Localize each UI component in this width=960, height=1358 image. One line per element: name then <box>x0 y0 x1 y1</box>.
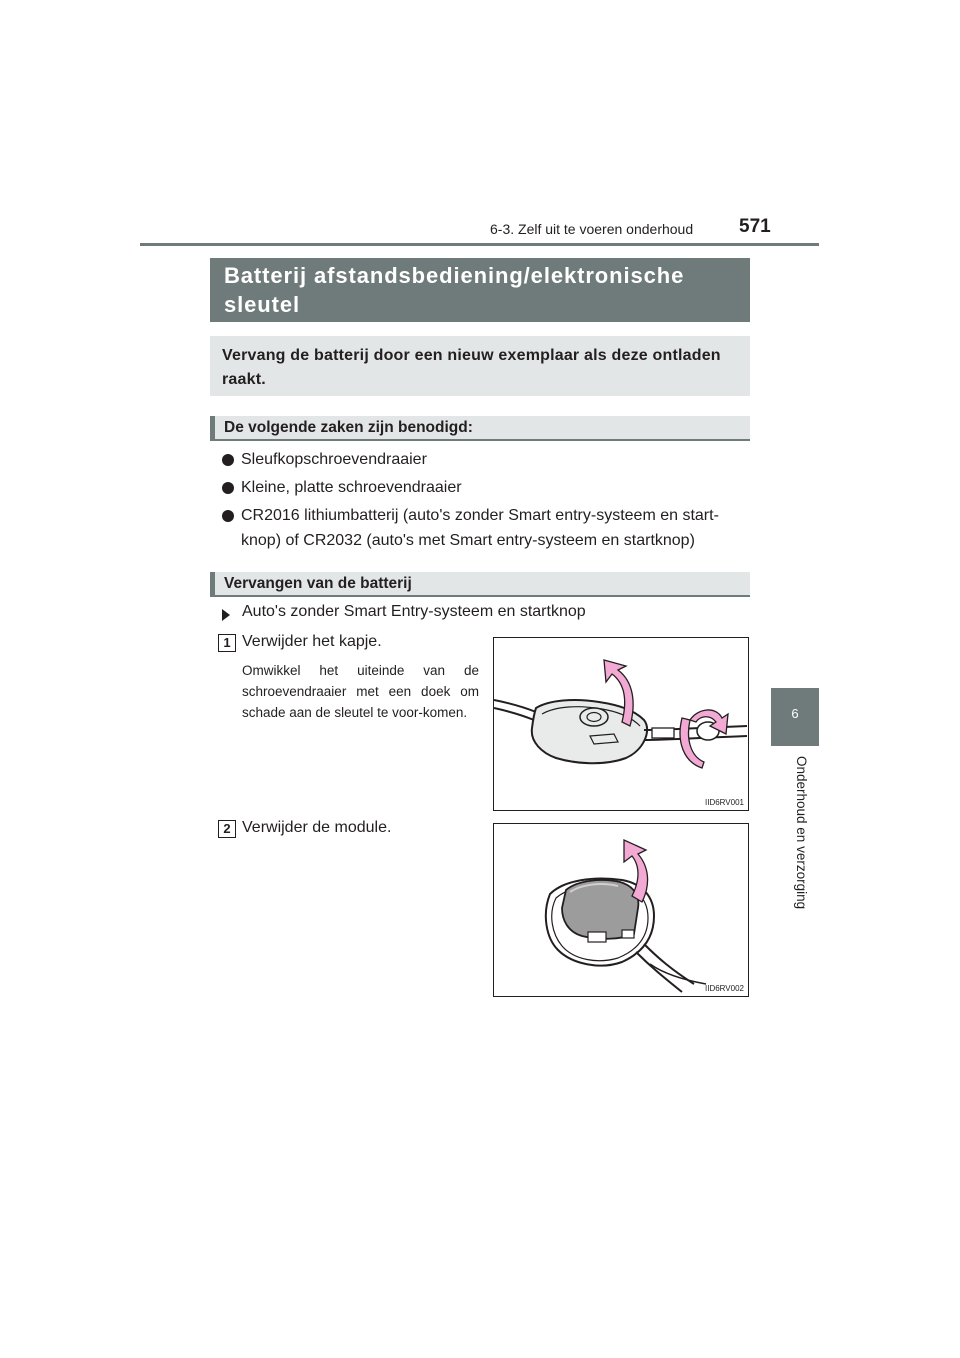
figure-remove-cover <box>493 637 749 811</box>
intro-box: Vervang de batterij door een nieuw exemplaar als deze ontladen raakt. <box>210 336 750 396</box>
bullet-icon <box>222 510 234 522</box>
section-title: Batterij afstandsbediening/elektronische sleutel <box>210 258 750 322</box>
figure-code: IID6RV001 <box>705 798 744 807</box>
chapter-tab[interactable] <box>771 688 819 746</box>
chapter-title: Onderhoud en verzorging <box>794 756 809 910</box>
needs-heading: De volgende zaken zijn benodigd: <box>210 416 750 441</box>
chapter-label <box>770 750 820 930</box>
figure-remove-module <box>493 823 749 997</box>
running-header-section: 6-3. Zelf uit te voeren onderhoud <box>490 221 694 237</box>
key-cover-illustration <box>494 638 747 809</box>
key-module-illustration <box>494 824 747 995</box>
needs-item-text: CR2016 lithiumbatterij (auto's zonder Smart entry-systeem en start-knop) of CR2032 (auto's met Smart entry-systeem en startknop) <box>241 507 719 549</box>
needs-item-text: Kleine, platte schroevendraaier <box>241 479 462 496</box>
triangle-right-icon <box>222 609 230 621</box>
header-rule <box>140 243 819 246</box>
step-number: 2 <box>218 820 236 838</box>
step-title: Verwijder de module. <box>242 819 392 836</box>
figure-code: IID6RV002 <box>705 984 744 993</box>
chapter-number: 6 <box>791 706 799 721</box>
bullet-icon <box>222 454 234 466</box>
step-description: Omwikkel het uiteinde van de schroevendraaier met een doek om schade aan de sleutel te voor-komen. <box>242 663 479 720</box>
page-number: 571 <box>739 216 771 237</box>
step-title: Verwijder het kapje. <box>242 633 382 650</box>
replace-heading: Vervangen van de batterij <box>210 572 750 597</box>
variant-label: Auto's zonder Smart Entry-systeem en startknop <box>242 603 586 620</box>
bullet-icon <box>222 482 234 494</box>
needs-item-text: Sleufkopschroevendraaier <box>241 451 427 468</box>
step-number: 1 <box>218 634 236 652</box>
